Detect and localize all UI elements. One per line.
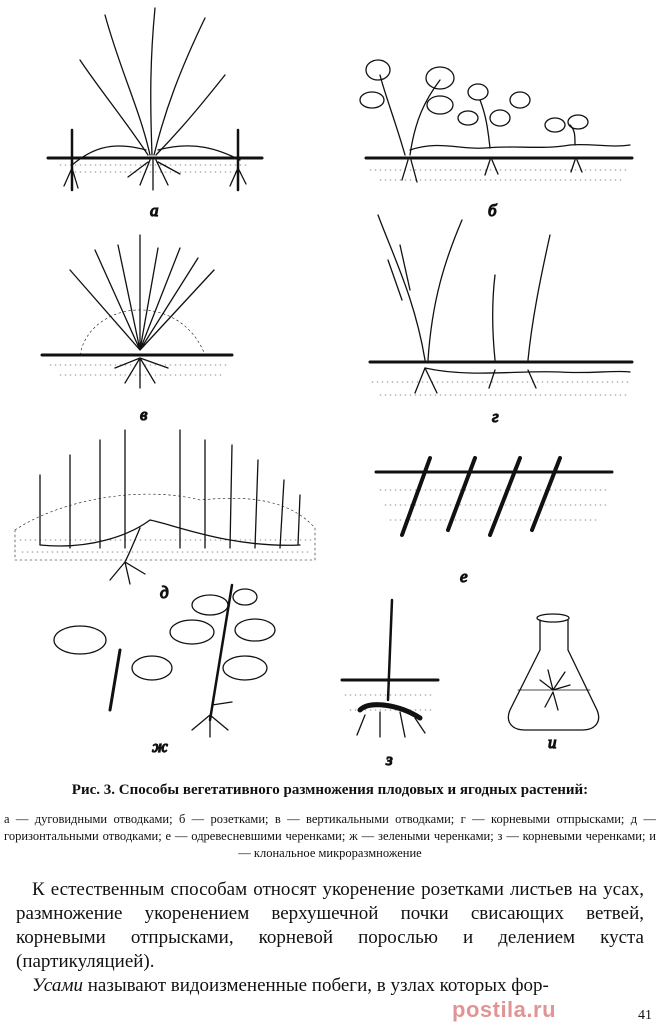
figure-caption-title: Рис. 3. Способы вегетативного размножения плодовых и ягодных растений: bbox=[71, 782, 589, 798]
panel-zh-drawing bbox=[54, 585, 275, 737]
paragraph-2-text: называют видоизмененные побеги, в узлах которых фор- bbox=[82, 975, 549, 996]
panel-letter-b: б bbox=[488, 201, 497, 220]
panel-z-drawing bbox=[342, 600, 438, 737]
panel-letter-e: е bbox=[460, 567, 468, 586]
paragraph-1: К естественным способам относят укоренение розетками листьев на усах, размножение укоренением верхушечной почки свисающих ветвей, корневыми отпрысками, корневой порослью и делением куста (партикуляцией). bbox=[16, 879, 644, 972]
panel-e-drawing bbox=[376, 458, 612, 535]
panel-i-drawing bbox=[508, 614, 598, 730]
panel-d-drawing bbox=[15, 430, 315, 584]
page-number: 41 bbox=[638, 1008, 652, 1023]
panel-letter-v: в bbox=[140, 405, 148, 424]
panel-letter-z: з bbox=[386, 750, 393, 769]
panel-b-drawing bbox=[360, 60, 632, 182]
paragraph-2 bbox=[16, 974, 644, 998]
panel-letter-a: а bbox=[150, 201, 159, 220]
panel-a-drawing bbox=[48, 8, 262, 190]
body-text bbox=[16, 878, 644, 998]
panel-g-drawing bbox=[370, 215, 632, 395]
watermark-logo: postila.ru bbox=[452, 997, 557, 1022]
panel-letter-g: г bbox=[492, 407, 499, 426]
panel-v-drawing bbox=[42, 235, 232, 388]
term-usami: Усами bbox=[32, 975, 83, 996]
panel-letter-zh: ж bbox=[152, 737, 168, 756]
panel-letter-d: д bbox=[160, 583, 169, 602]
figure-caption-legend: а — дуговидными отводками; б — розетками; в — вертикальными отводками; г — корневыми отпрысками; д — горизонтальными отводками; е — одревесневшими черенками; ж — зелеными черенками; з — корневыми черенками; и — клональное микроразмножение bbox=[4, 812, 656, 860]
panel-letter-i: и bbox=[548, 733, 557, 752]
